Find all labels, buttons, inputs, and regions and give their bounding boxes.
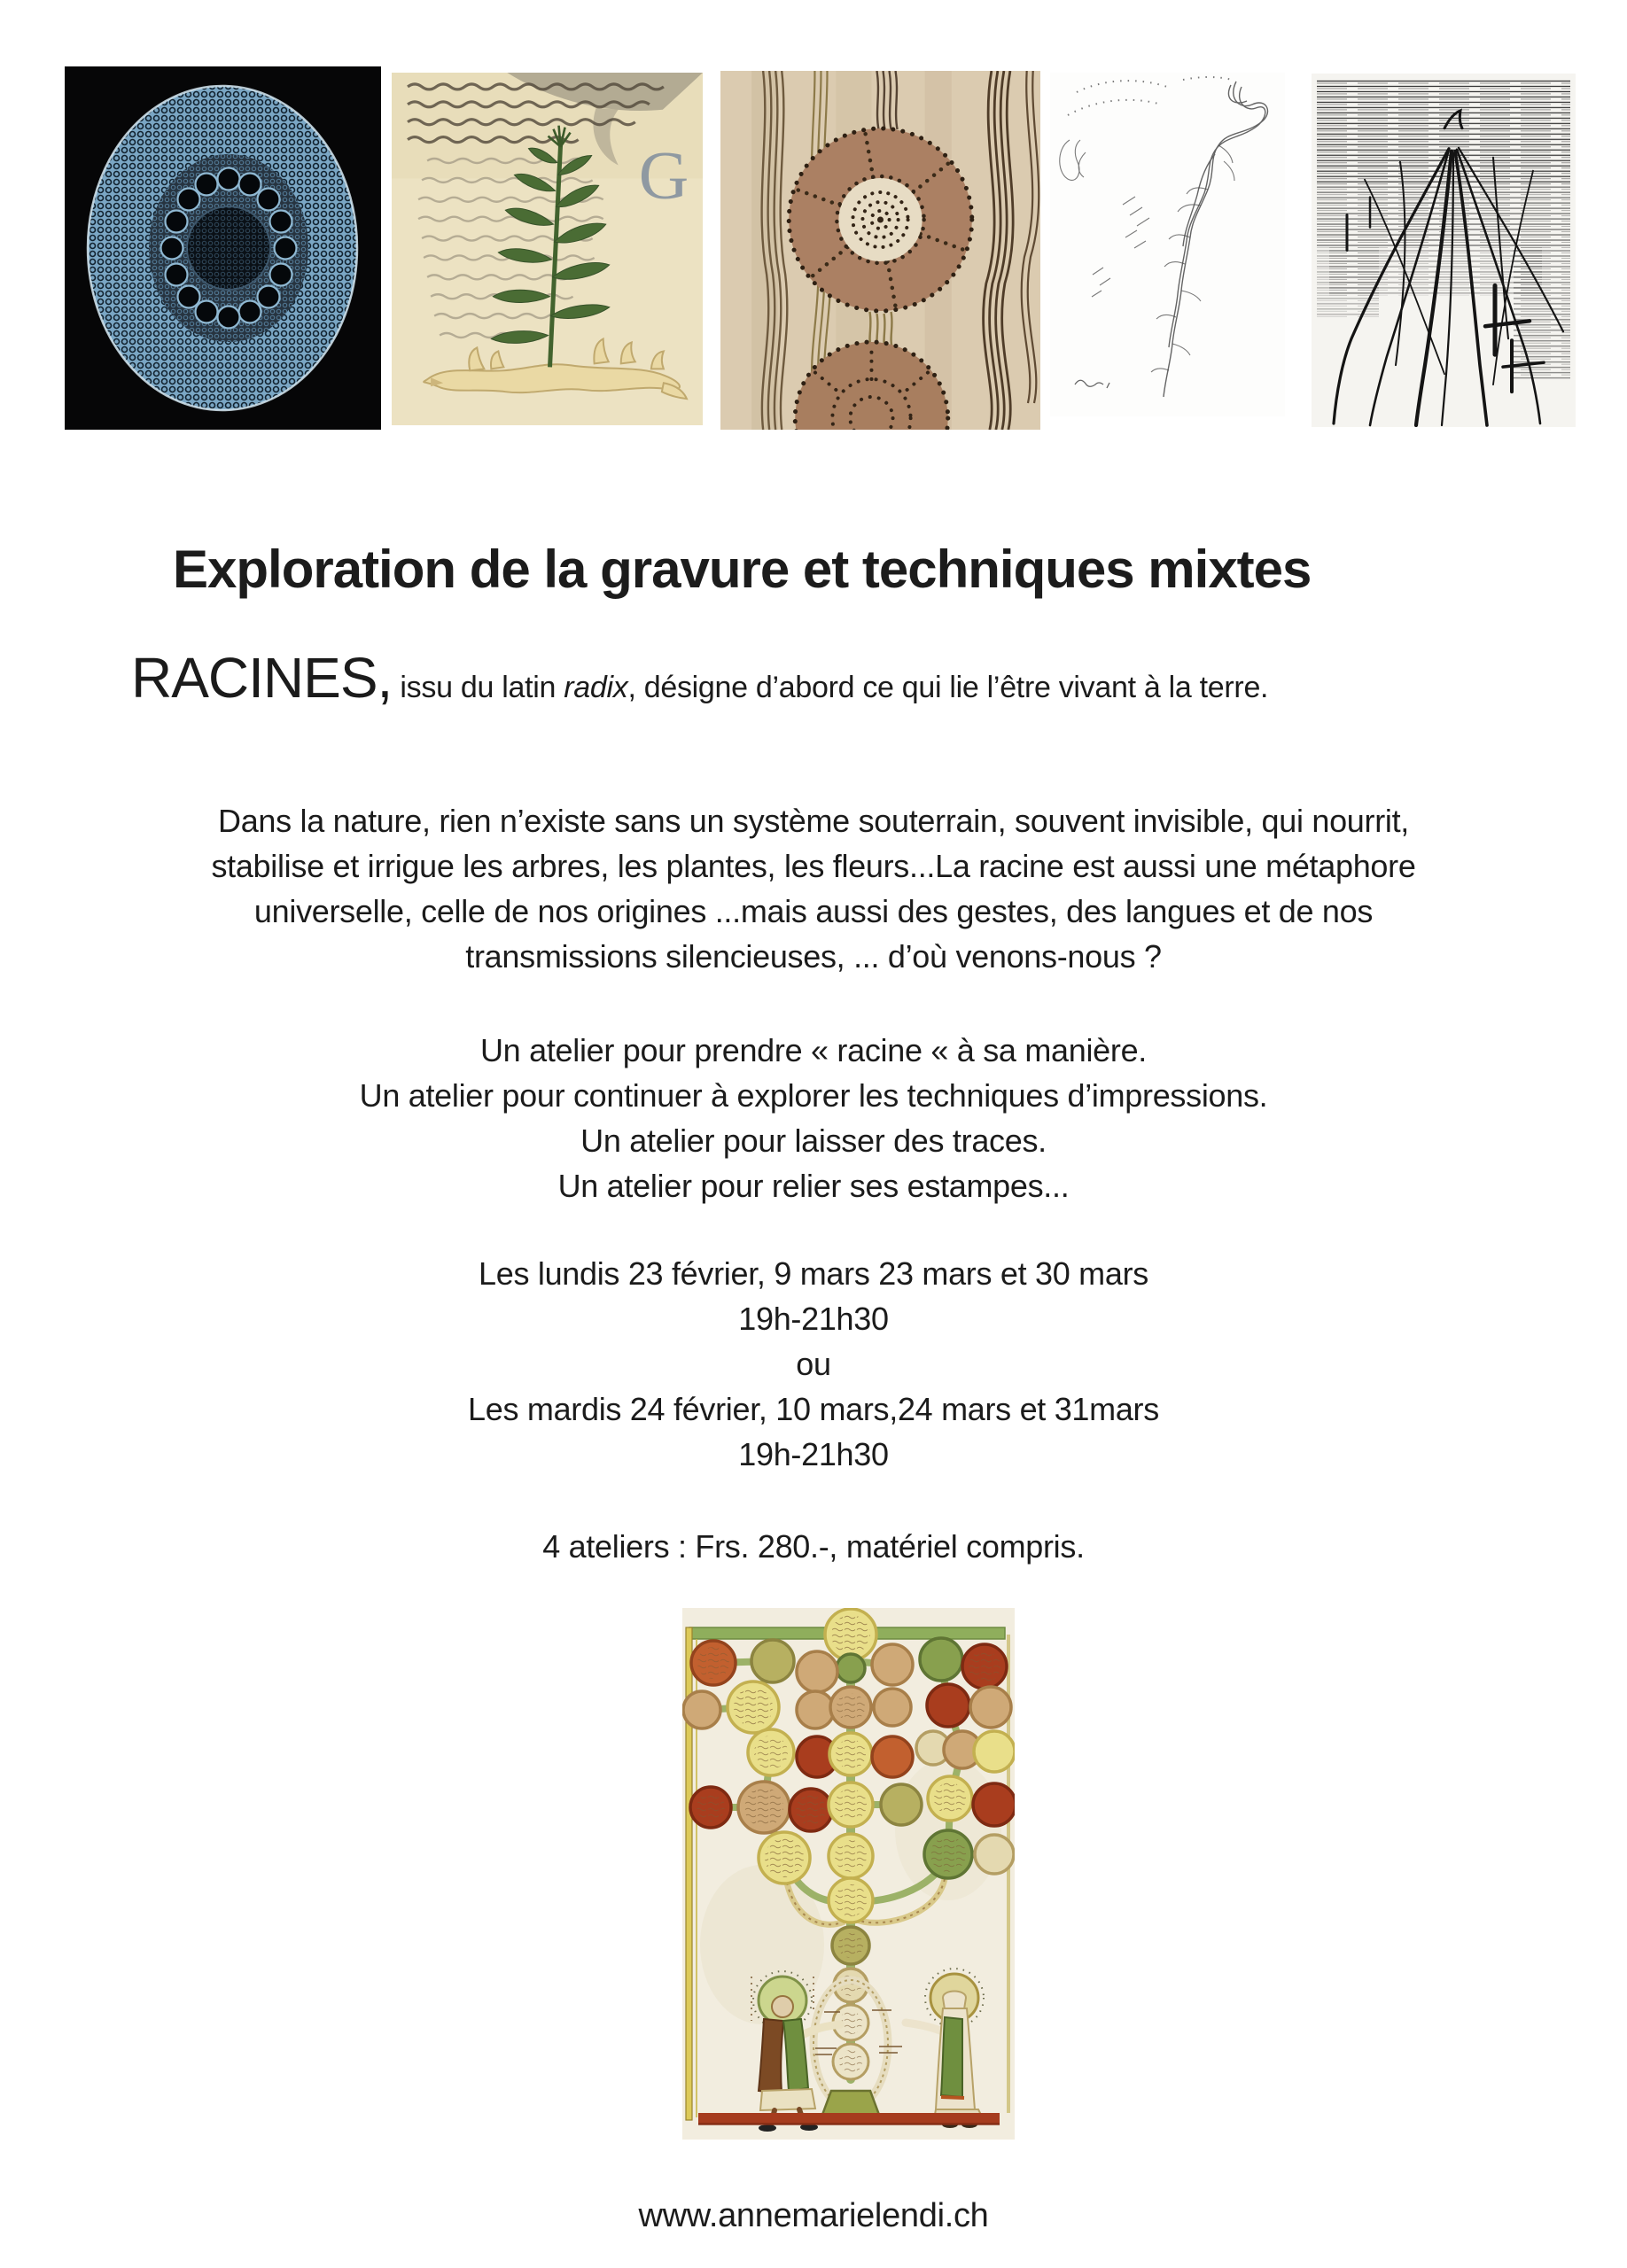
root-cross-section-art xyxy=(65,66,381,430)
aboriginal-roots-painting xyxy=(720,71,1040,430)
roots-etching-art xyxy=(1312,74,1576,427)
intro-line: Dans la nature, rien n’existe sans un système souterrain, souvent invisible, qui nourrit, xyxy=(218,803,1409,839)
atelier-purpose-list xyxy=(0,1028,1627,1208)
schedule-block xyxy=(0,1251,1627,1477)
schedule-line-or: ou xyxy=(796,1346,831,1382)
price-line xyxy=(0,1524,1627,1569)
schedule-line-mondays: Les lundis 23 février, 9 mars 23 mars et 30 mars xyxy=(479,1255,1148,1292)
flyer-title: Exploration de la gravure et techniques mixtes xyxy=(173,540,1312,600)
medieval-tree-art xyxy=(682,1608,1015,2140)
intro-paragraph xyxy=(0,798,1627,979)
racines-heading-line xyxy=(131,646,1269,710)
intro-line: stabilise et irrigue les arbres, les plantes, les fleurs...La racine est aussi une métaphore xyxy=(211,848,1416,884)
price-text: 4 ateliers : Frs. 280.-, matériel compris. xyxy=(542,1528,1085,1565)
root-cross-section-image xyxy=(65,66,381,430)
roots-etching-image xyxy=(1312,74,1576,427)
atelier-line: Un atelier pour laisser des traces. xyxy=(580,1122,1047,1159)
intro-line: universelle, celle de nos origines ...mais aussi des gestes, des langues et de nos xyxy=(253,893,1374,929)
schedule-line-tuesdays: Les mardis 24 février, 10 mars,24 mars et 31mars xyxy=(468,1391,1159,1427)
atelier-line: Un atelier pour continuer à explorer les techniques d’impressions. xyxy=(359,1077,1268,1114)
herbarium-manuscript-art xyxy=(392,73,703,425)
website-link[interactable]: www.annemarielendi.ch xyxy=(638,2197,989,2234)
racines-word: RACINES, xyxy=(131,646,393,710)
herbarium-manuscript-image xyxy=(392,73,703,425)
medieval-tree-illustration xyxy=(682,1608,1015,2140)
illuminated-initial: G xyxy=(638,136,689,214)
intro-line: transmissions silencieuses, ... d’où venons-nous ? xyxy=(465,938,1162,975)
atelier-line: Un atelier pour prendre « racine « à sa manière. xyxy=(479,1032,1148,1068)
racines-definition-post: , désigne d’abord ce qui lie l’être vivant à la terre. xyxy=(627,671,1269,704)
racines-definition-pre: issu du latin xyxy=(392,671,564,704)
root-sketch-art xyxy=(1050,73,1285,416)
schedule-line-time: 19h-21h30 xyxy=(738,1301,889,1337)
root-sketch-drawing xyxy=(1050,73,1285,416)
schedule-line-time: 19h-21h30 xyxy=(738,1436,889,1472)
aboriginal-roots-art xyxy=(720,71,1040,430)
racines-latin-term: radix xyxy=(564,671,628,704)
atelier-line: Un atelier pour relier ses estampes... xyxy=(557,1168,1070,1204)
